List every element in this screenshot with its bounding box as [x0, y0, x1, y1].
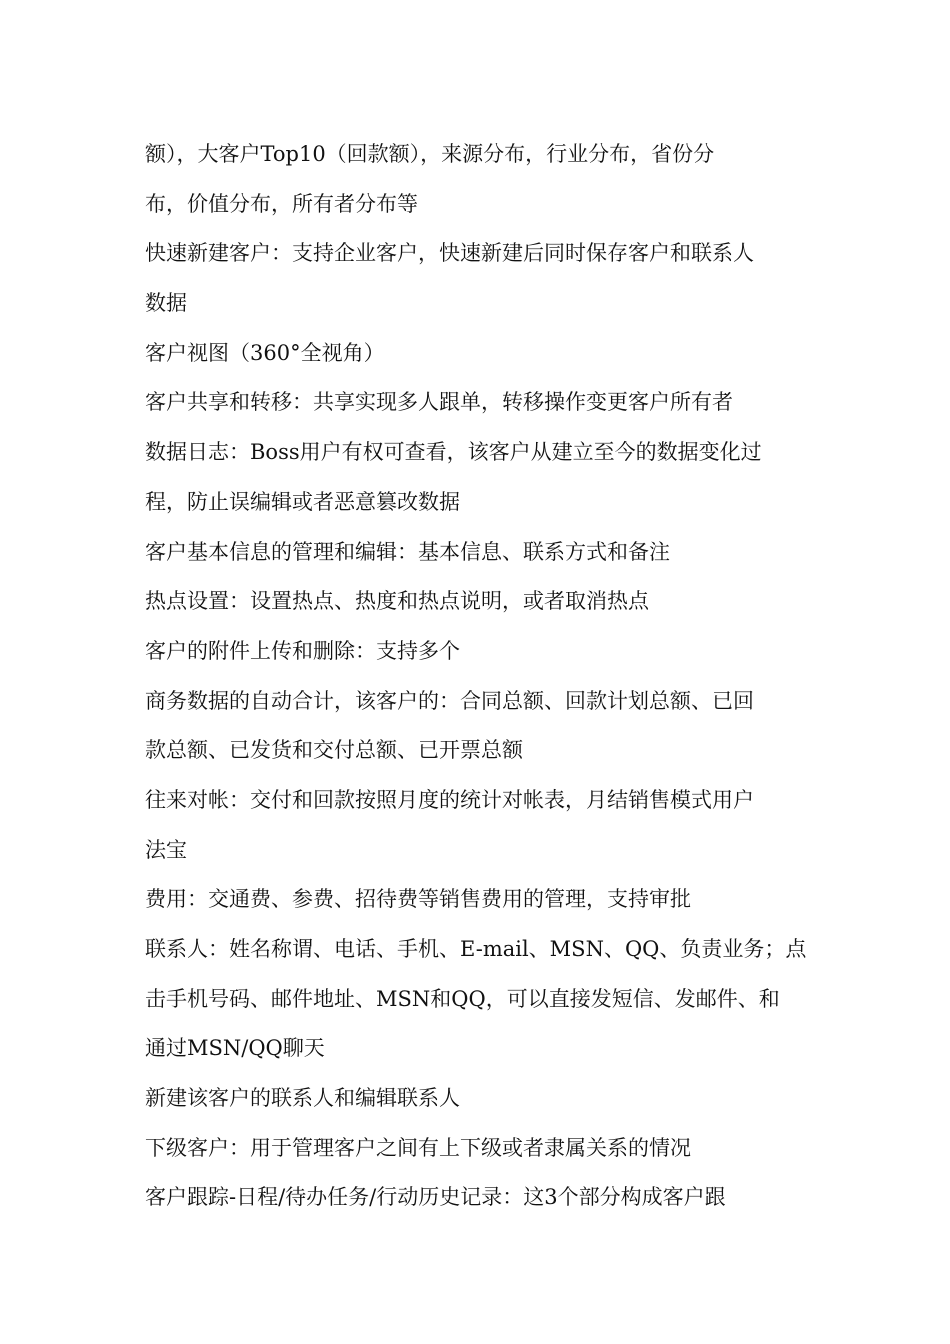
text-line: 程，防止误编辑或者恶意篡改数据 [145, 489, 460, 514]
document-body [145, 130, 825, 1223]
text-line: 商务数据的自动合计，该客户的：合同总额、回款计划总额、已回 [145, 688, 754, 713]
text-line: 下级客户：用于管理客户之间有上下级或者隶属关系的情况 [145, 1135, 691, 1160]
text-line: 快速新建客户：支持企业客户，快速新建后同时保存客户和联系人 [145, 241, 754, 266]
text-line: 客户的附件上传和删除：支持多个 [145, 638, 460, 663]
text-line: 布，价值分布，所有者分布等 [145, 191, 418, 216]
text-line: 费用：交通费、参费、招待费等销售费用的管理，支持审批 [145, 887, 691, 912]
text-line: 客户基本信息的管理和编辑：基本信息、联系方式和备注 [145, 539, 670, 564]
text-line: 通过MSN/QQ聊天 [145, 1036, 325, 1061]
text-line: 热点设置：设置热点、热度和热点说明，或者取消热点 [145, 589, 649, 614]
text-line: 联系人：姓名称谓、电话、手机、E-mail、MSN、QQ、负责业务；点 [145, 937, 807, 961]
text-line: 击手机号码、邮件地址、MSN和QQ，可以直接发短信、发邮件、和 [145, 986, 780, 1011]
text-line: 额），大客户Top10（回款额），来源分布，行业分布，省份分 [145, 142, 715, 166]
text-line: 数据 [145, 291, 187, 316]
text-line: 数据日志：Boss用户有权可查看，该客户从建立至今的数据变化过 [145, 440, 762, 465]
text-line: 新建该客户的联系人和编辑联系人 [145, 1086, 460, 1111]
text-line: 往来对帐：交付和回款按照月度的统计对帐表，月结销售模式用户 [145, 787, 754, 812]
text-line: 款总额、已发货和交付总额、已开票总额 [145, 738, 523, 763]
text-line: 客户共享和转移：共享实现多人跟单，转移操作变更客户所有者 [145, 390, 733, 415]
text-line: 客户视图（360°全视角） [145, 340, 385, 365]
text-line: 客户跟踪-日程/待办任务/行动历史记录：这3个部分构成客户跟 [145, 1185, 726, 1210]
text-line: 法宝 [145, 837, 187, 862]
